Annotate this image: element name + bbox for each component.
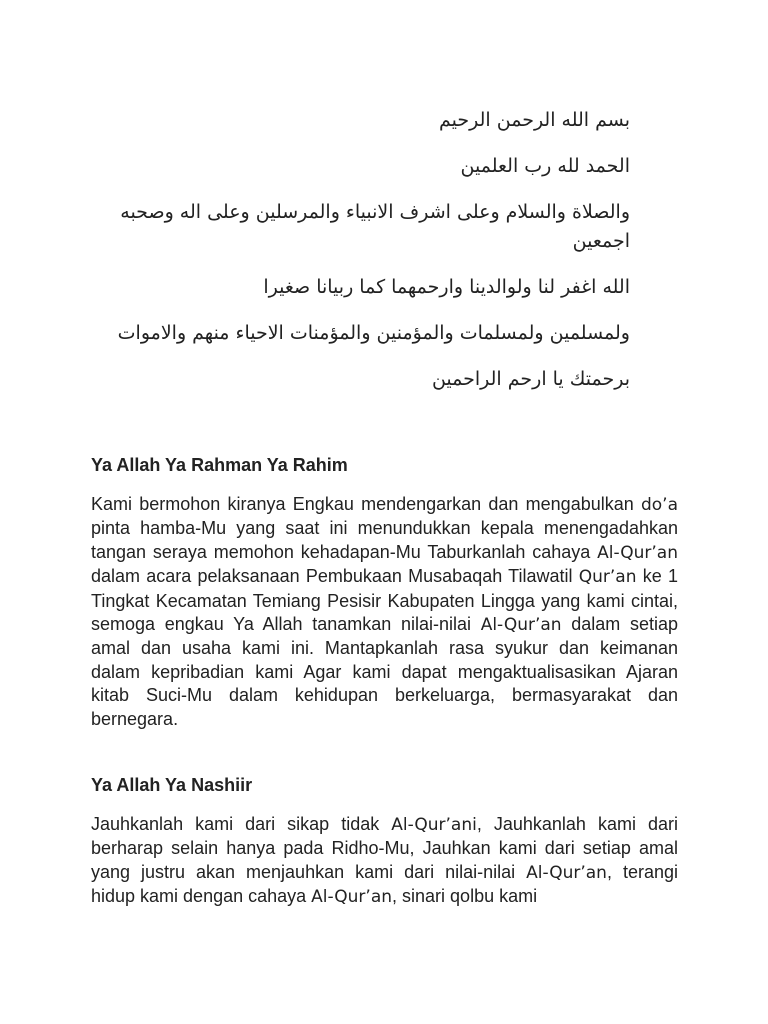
text-run: dalam setiap amal dan usaha kami ini. Mantapkanlah rasa syukur dan keimanan dalam kepribadian kami Agar kami dapat mengaktualisasikan Ajaran kitab Suci-Mu dalam kehidupan berkeluarga, bermasyarakat dan bernegara.	[91, 614, 678, 729]
text-run: pinta hamba-Mu yang saat ini menundukkan kepala menengadahkan tangan seraya memohon kehadapan-Mu Taburkanlah cahaya	[91, 518, 678, 562]
arabic-opening-prayer	[91, 106, 678, 394]
text-run-quran: Al-Qur’an	[311, 887, 393, 908]
text-run-quran: Al-Qur’an	[480, 615, 562, 636]
text-run: Jauhkanlah kami dari sikap tidak	[91, 814, 392, 834]
paragraph-protection	[91, 813, 678, 910]
section-heading-rahman: Ya Allah Ya Rahman Ya Rahim	[91, 455, 348, 475]
arabic-hamdalah: الحمد لله رب العلمين	[460, 155, 630, 177]
text-run-quran: Al-Qur’an	[597, 542, 678, 563]
arabic-salawat: والصلاة والسلام وعلى اشرف الانبياء والمرسلين وعلى اله وصحبه اجمعين	[120, 201, 630, 252]
text-run: ke 1 Tingkat Kecamatan Temiang Pesisir Kabupaten Lingga yang kami cintai, semoga engkau Ya Allah tanamkan nilai-nilai	[91, 566, 679, 635]
text-run: Kami bermohon kiranya Engkau mendengarkan dan mengabulkan	[91, 494, 641, 514]
text-run: , Jauhkanlah kami dari berharap selain hanya pada Ridho-Mu, Jauhkan kami dari setiap amal yang justru akan menjauhkan kami dari nilai-nilai	[91, 814, 678, 882]
section-heading-nashiir: Ya Allah Ya Nashiir	[91, 775, 253, 795]
text-run: , terangi hidup kami dengan cahaya	[91, 861, 678, 907]
text-run-quran: Al-Qur’an	[526, 862, 607, 883]
text-run: , sinari qolbu kami	[392, 886, 538, 907]
text-run-doa: do’a	[640, 495, 678, 515]
text-run-qurani: Al-Qur’ani	[391, 815, 477, 835]
arabic-believers-prayer: ولمسلمين ولمسلمات والمؤمنين والمؤمنات الاحياء منهم والاموات	[117, 322, 630, 344]
arabic-parents-prayer: الله اغفر لنا ولوالدينا وارحمهما كما ربيانا صغيرا	[263, 276, 630, 298]
arabic-mercy-closing: برحمتك يا ارحم الراحمين	[431, 368, 630, 390]
paragraph-supplication	[91, 493, 678, 731]
text-run-quran: Qur’an	[578, 567, 637, 588]
text-run: dalam acara pelaksanaan Pembukaan Musabaqah Tilawatil	[91, 566, 579, 587]
arabic-basmalah: بسم الله الرحمن الرحيم	[439, 109, 630, 131]
